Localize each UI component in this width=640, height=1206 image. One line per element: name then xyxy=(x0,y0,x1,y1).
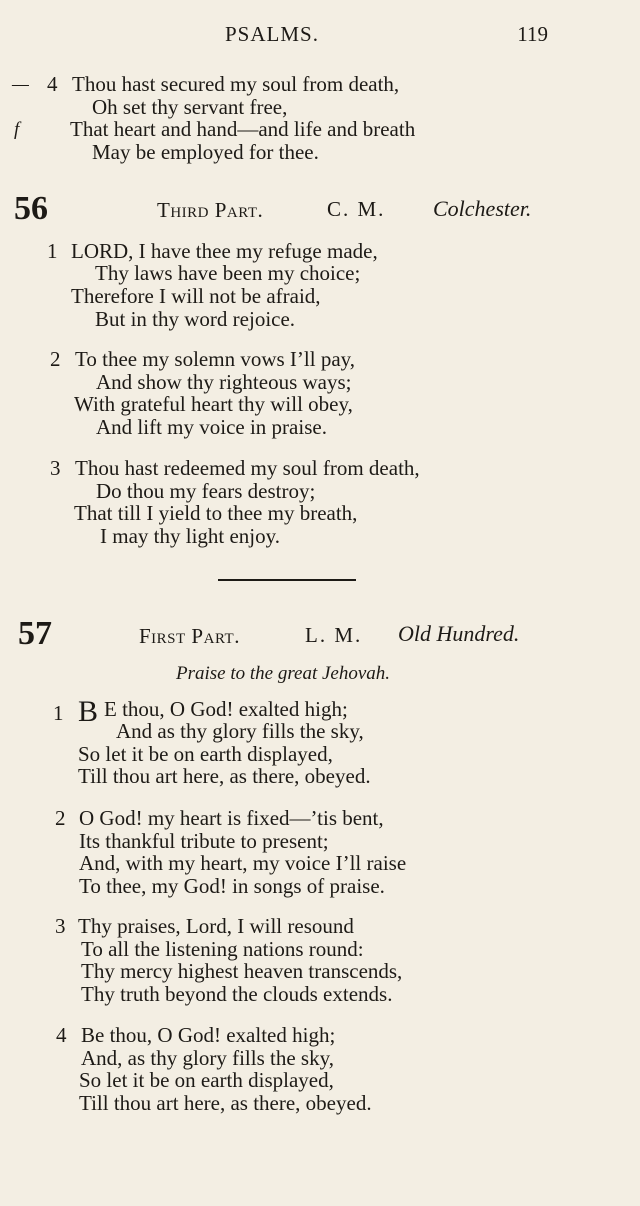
section-divider xyxy=(218,579,356,581)
verse-line: And as thy glory fills the sky, xyxy=(116,719,364,743)
verse-line: Thy mercy highest heaven transcends, xyxy=(81,959,403,983)
running-head xyxy=(0,22,640,48)
verse-line: So let it be on earth displayed, xyxy=(78,742,333,766)
hymn-meter: L. M. xyxy=(305,623,363,647)
verse-line: That heart and hand—and life and breath xyxy=(70,117,416,141)
verse-line: LORD, I have thee my refuge made, xyxy=(71,239,378,263)
verse-line: Thy praises, Lord, I will resound xyxy=(78,914,354,938)
verse-line: Thou hast secured my soul from death, xyxy=(72,72,400,96)
hymn-meter: C. M. xyxy=(327,197,386,221)
verse-number: 4 xyxy=(56,1023,67,1047)
hymn-subtitle: Praise to the great Jehovah. xyxy=(176,663,391,684)
verse-line: Do thou my fears destroy; xyxy=(96,479,316,503)
forte-mark: f xyxy=(14,119,20,140)
verse-line: Be thou, O God! exalted high; xyxy=(81,1023,336,1047)
verse-line: So let it be on earth displayed, xyxy=(79,1068,334,1092)
verse-line: To thee my solemn vows I’ll pay, xyxy=(75,347,356,371)
verse-number: 4 xyxy=(47,72,58,96)
verse-line: But in thy word rejoice. xyxy=(95,307,296,331)
verse-line: Therefore I will not be afraid, xyxy=(71,284,321,308)
verse-line: That till I yield to thee my breath, xyxy=(74,501,358,525)
verse-number: 1 xyxy=(47,239,58,263)
dash-mark: — xyxy=(12,74,29,95)
verse-line: Thou hast redeemed my soul from death, xyxy=(75,456,420,480)
verse-line: O God! my heart is fixed—’tis bent, xyxy=(79,806,384,830)
verse-number: 2 xyxy=(50,347,61,371)
verse-line: I may thy light enjoy. xyxy=(100,524,281,548)
verse-line: E thou, O God! exalted high; xyxy=(104,697,348,721)
tune-name: Old Hundred. xyxy=(398,621,520,646)
verse-line: And show thy righteous ways; xyxy=(96,370,352,394)
verse-line: Thy laws have been my choice; xyxy=(95,261,361,285)
verse-line: With grateful heart thy will obey, xyxy=(74,392,353,416)
verse-line: And lift my voice in praise. xyxy=(96,415,327,439)
verse-line: Its thankful tribute to present; xyxy=(79,829,329,853)
hymn-part: First Part. xyxy=(139,624,240,648)
verse-line: And, as thy glory fills the sky, xyxy=(81,1046,334,1070)
verse-number: 2 xyxy=(55,806,66,830)
hymn-part: Third Part. xyxy=(157,198,264,222)
verse-line: Thy truth beyond the clouds extends. xyxy=(81,982,393,1006)
verse-line: And, with my heart, my voice I’ll raise xyxy=(79,851,407,875)
drop-cap: B xyxy=(78,695,99,728)
verse-number: 1 xyxy=(53,701,64,725)
verse-line: Till thou art here, as there, obeyed. xyxy=(79,1091,372,1115)
running-title: PSALMS. xyxy=(225,22,319,46)
verse-line: Till thou art here, as there, obeyed. xyxy=(78,764,371,788)
hymn-number: 57 xyxy=(18,615,52,652)
verse-number: 3 xyxy=(50,456,61,480)
verse-line: May be employed for thee. xyxy=(92,140,319,164)
tune-name: Colchester. xyxy=(433,196,532,221)
verse-line: To thee, my God! in songs of praise. xyxy=(79,874,385,898)
verse-line: Oh set thy servant free, xyxy=(92,95,288,119)
page-number: 119 xyxy=(517,22,548,46)
hymn-number: 56 xyxy=(14,190,48,227)
verse-line: To all the listening nations round: xyxy=(81,937,364,961)
verse-number: 3 xyxy=(55,914,66,938)
